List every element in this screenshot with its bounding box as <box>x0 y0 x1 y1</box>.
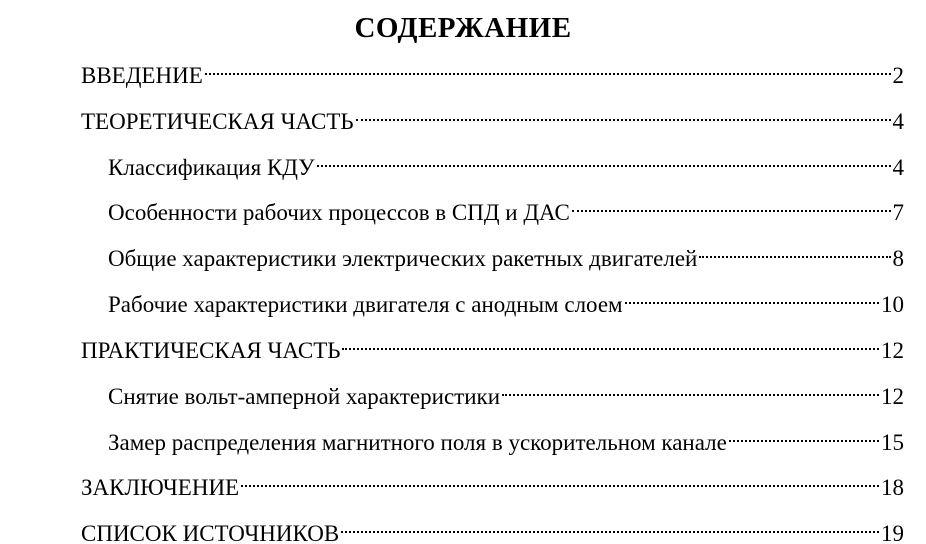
toc-entry[interactable] <box>81 322 904 363</box>
toc-entry-page: 15 <box>881 430 904 455</box>
toc-entry-label: ВВЕДЕНИЕ <box>81 63 203 88</box>
toc-entry-page: 12 <box>881 338 904 363</box>
dot-leader <box>699 230 890 266</box>
dot-leader <box>317 139 891 175</box>
toc-entry-page: 2 <box>892 63 904 88</box>
toc-entry-label: Снятие вольт-амперной характеристики <box>108 384 500 409</box>
dot-leader <box>356 93 891 129</box>
toc-entry[interactable] <box>108 276 904 317</box>
toc-entry-label: Рабочие характеристики двигателя с анодным слоем <box>108 292 623 317</box>
toc-entry-label: Особенности рабочих процессов в СПД и ДАС <box>108 200 570 225</box>
toc-entry[interactable] <box>81 93 904 134</box>
toc-entry[interactable] <box>108 368 904 409</box>
toc-entry-page: 10 <box>881 292 904 317</box>
toc-entry-page: 8 <box>892 246 904 271</box>
toc-entry-label: Замер распределения магнитного поля в ускорительном канале <box>108 430 727 455</box>
toc-entry-label: СПИСОК ИСТОЧНИКОВ <box>81 521 340 544</box>
toc-entry[interactable] <box>108 139 904 180</box>
toc-entry-label: Классификация КДУ <box>108 155 315 180</box>
toc-entry-label: Общие характеристики электрических ракетных двигателей <box>108 246 698 271</box>
toc-entry-page: 19 <box>881 521 904 544</box>
toc-entry-page: 4 <box>892 155 904 180</box>
toc-entry-page: 12 <box>881 384 904 409</box>
toc-entry[interactable] <box>81 505 904 544</box>
dot-leader <box>341 505 879 541</box>
toc-entry[interactable] <box>81 459 904 500</box>
toc-entry[interactable] <box>108 184 904 225</box>
dot-leader <box>625 276 879 312</box>
toc-entry-label: ЗАКЛЮЧЕНИЕ <box>81 475 240 500</box>
toc-entry[interactable] <box>81 47 904 88</box>
toc-entry-page: 7 <box>892 200 904 225</box>
dot-leader <box>241 459 879 495</box>
toc-entry[interactable] <box>108 414 904 455</box>
toc-entry-page: 18 <box>881 475 904 500</box>
dot-leader <box>205 47 891 83</box>
toc-entry-label: ПРАКТИЧЕСКАЯ ЧАСТЬ <box>81 338 341 363</box>
page-title: СОДЕРЖАНИЕ <box>354 12 572 44</box>
dot-leader <box>342 322 879 358</box>
dot-leader <box>572 184 891 220</box>
toc-entry-label: ТЕОРЕТИЧЕСКАЯ ЧАСТЬ <box>81 109 354 134</box>
dot-leader <box>502 368 879 404</box>
dot-leader <box>729 414 879 450</box>
toc-entry[interactable] <box>108 230 904 271</box>
toc-entry-page: 4 <box>892 109 904 134</box>
